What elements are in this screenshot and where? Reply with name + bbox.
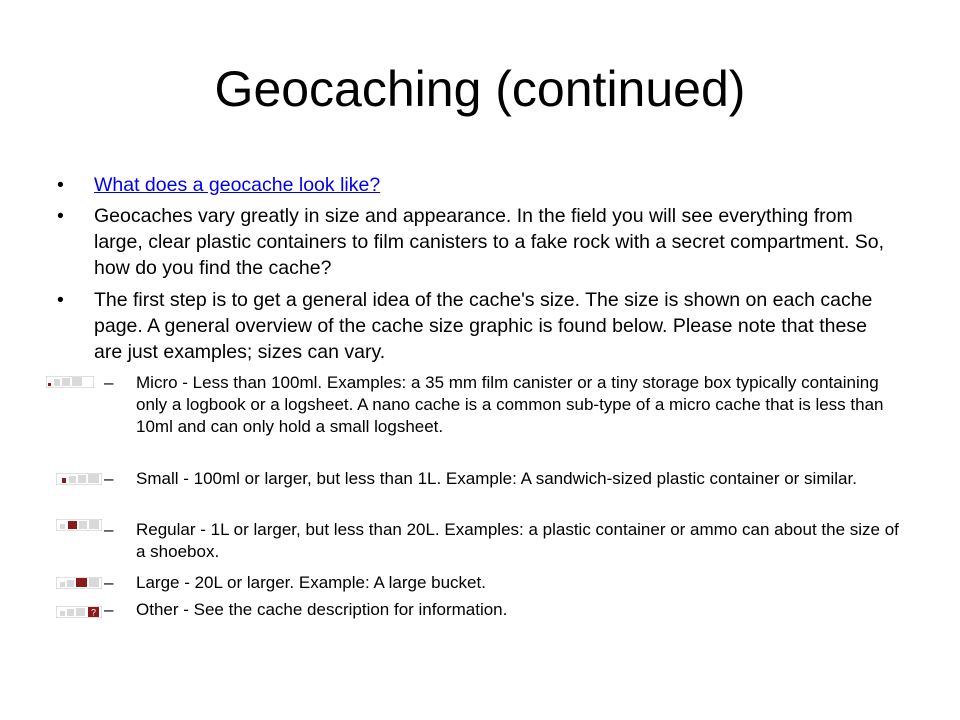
size-micro-icon bbox=[46, 376, 94, 388]
size-dash: – bbox=[104, 573, 114, 592]
size-dash: – bbox=[104, 469, 114, 488]
size-description: Large - 20L or larger. Example: A large bucket. bbox=[136, 573, 486, 592]
bullet-marker: • bbox=[57, 289, 64, 311]
size-dash: – bbox=[104, 520, 114, 539]
question-glyph: ? bbox=[90, 607, 97, 618]
size-other-icon bbox=[56, 606, 102, 618]
bullet-text: Geocaches vary greatly in size and appearance. In the field you will see everything from large, clear plastic containers to film canisters to a fake rock with a secret compartment. So, how do you find the cache? bbox=[94, 205, 885, 279]
size-dash: – bbox=[104, 600, 114, 619]
size-description: Other - See the cache description for information. bbox=[136, 600, 508, 619]
size-description: Small - 100ml or larger, but less than 1L. Example: A sandwich-sized plastic container or similar. bbox=[136, 469, 857, 488]
bullet-marker: • bbox=[57, 205, 64, 227]
size-description: Micro - Less than 100ml. Examples: a 35 mm film canister or a tiny storage box typically containing only a logbook or a logsheet. A nano cache is a common sub-type of a micro cache that is less than 10ml and can only hold a small logsheet. bbox=[136, 373, 884, 436]
size-small-icon bbox=[56, 473, 102, 485]
slide-title: Geocaching (continued) bbox=[214, 61, 746, 117]
geocache-look-link[interactable]: What does a geocache look like? bbox=[94, 174, 381, 196]
bullet-text: The first step is to get a general idea of the cache's size. The size is shown on each cache page. A general overview of the cache size graphic is found below. Please note that these are just examples; sizes can vary. bbox=[94, 289, 873, 363]
size-regular-icon bbox=[56, 519, 102, 531]
size-large-icon bbox=[56, 577, 102, 589]
size-dash: – bbox=[104, 373, 114, 392]
size-description: Regular - 1L or larger, but less than 20L. Examples: a plastic container or ammo can about the size of a shoebox. bbox=[136, 520, 899, 561]
bullet-marker: • bbox=[57, 174, 64, 196]
